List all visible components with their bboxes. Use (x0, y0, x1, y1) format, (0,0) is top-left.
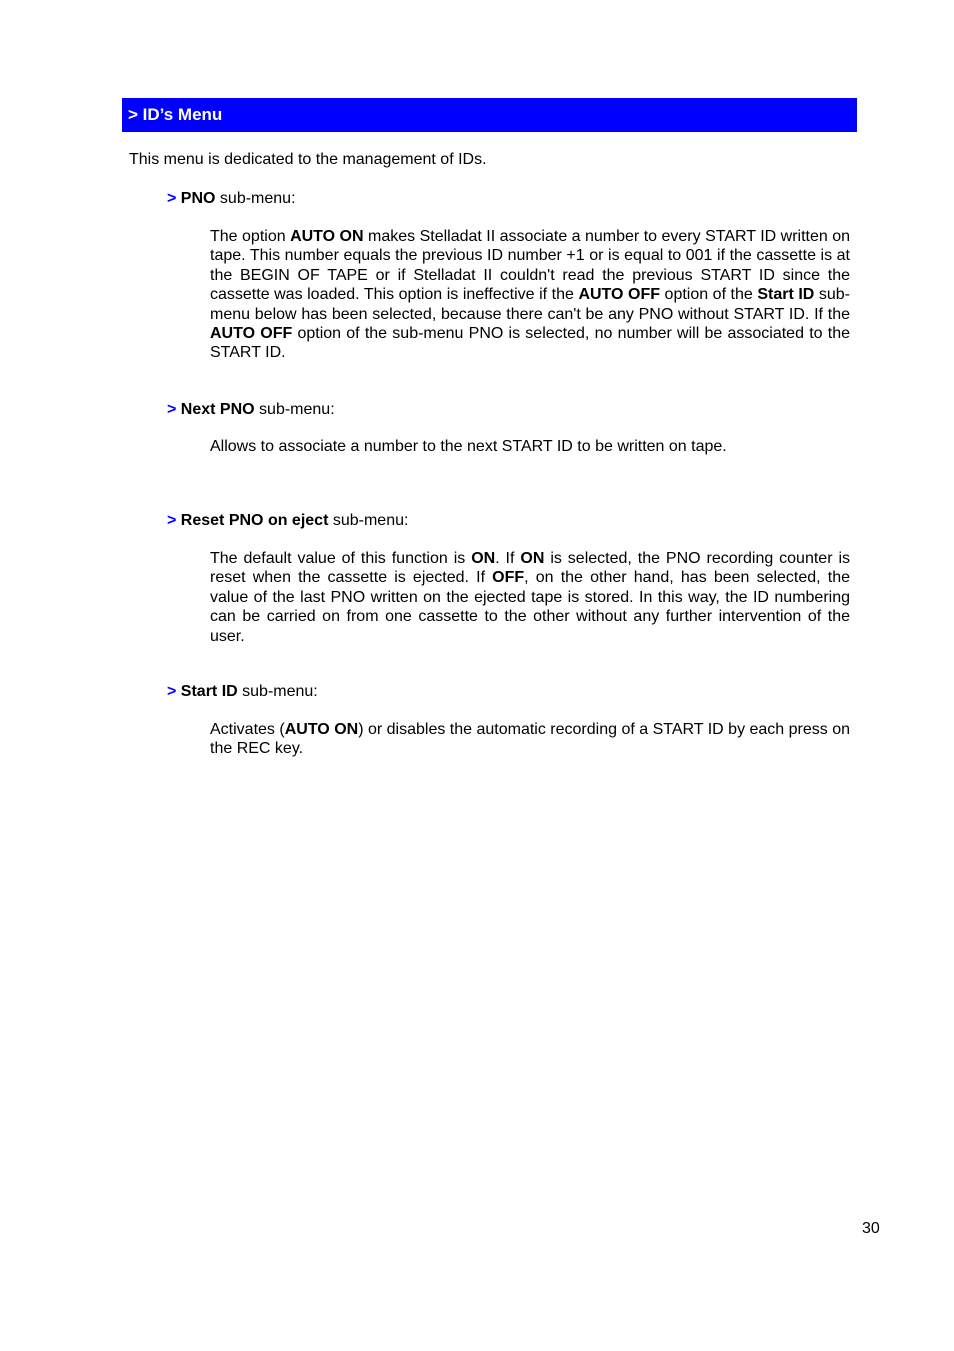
submenu-name: Next PNO (180, 401, 255, 418)
submenu-suffix: sub-menu: (215, 190, 296, 207)
bold-text-run: AUTO ON (284, 721, 359, 738)
bold-text-run: ON (471, 550, 496, 567)
submenu-suffix: sub-menu: (254, 401, 335, 418)
text-run: sub-menu below has been selected, because there can't be any PNO without START ID. If the (210, 286, 851, 323)
submenu-heading-next-pno (167, 400, 335, 420)
intro-text: This menu is dedicated to the management of IDs. (129, 151, 487, 168)
text-run: Allows to associate a number to the next START ID to be written on tape. (210, 438, 727, 455)
submenu-paragraph-reset-pno-on-eject (210, 549, 850, 646)
arrow-icon: > (167, 190, 177, 207)
text-run: , on the other hand, has been selected, the value of the last PNO written on the ejected tape is stored. In this way, the ID numbering can be carried on from one cassette to the other without any further intervention of the user. (210, 569, 851, 645)
text-run: The option (210, 228, 291, 245)
text-run: Activates ( (210, 721, 285, 738)
submenu-suffix: sub-menu: (237, 683, 318, 700)
text-run: option of the (660, 286, 758, 304)
bold-text-run: Start ID (757, 286, 815, 304)
submenu-name: Reset PNO on eject (180, 512, 329, 529)
section-header-bar (122, 98, 857, 132)
text-run: makes Stelladat II associate a number to every START ID written on tape. This number equals the previous ID number +1 or is equal to 001 if the cassette is at the BEGIN OF TAPE or if Stelladat II couldn't read the previous START ID since the cassette was loaded. This option is ineffective if the (210, 228, 851, 304)
submenu-paragraph-pno (210, 227, 850, 363)
arrow-icon: > (167, 683, 177, 700)
submenu-name: Start ID (180, 683, 238, 700)
bold-text-run: AUTO OFF (578, 286, 661, 304)
submenu-heading-reset-pno-on-eject (167, 511, 408, 531)
bold-text-run: OFF (492, 569, 525, 587)
text-run: option of the sub-menu PNO is selected, no number will be associated to the START ID. (210, 325, 850, 362)
arrow-icon: > (167, 512, 177, 529)
bold-text-run: ON (520, 550, 545, 567)
submenu-paragraph-start-id (210, 720, 850, 759)
submenu-name: PNO (180, 190, 216, 207)
bold-text-run: AUTO OFF (210, 325, 293, 343)
text-run: The default value of this function is (210, 550, 472, 567)
submenu-paragraph-next-pno (210, 437, 850, 456)
text-run: ) or disables the automatic recording of a START ID by each press on the REC key. (210, 721, 851, 758)
text-run: is selected, the PNO recording counter is reset when the cassette is ejected. If (210, 550, 851, 587)
submenu-heading-start-id (167, 682, 318, 702)
text-run: . If (495, 550, 521, 567)
arrow-icon: > (167, 401, 177, 418)
bold-text-run: AUTO ON (290, 228, 364, 245)
submenu-heading-pno (167, 189, 296, 209)
submenu-suffix: sub-menu: (328, 512, 409, 529)
page-number: 30 (862, 1220, 880, 1237)
section-title: > ID’s Menu (128, 105, 223, 124)
